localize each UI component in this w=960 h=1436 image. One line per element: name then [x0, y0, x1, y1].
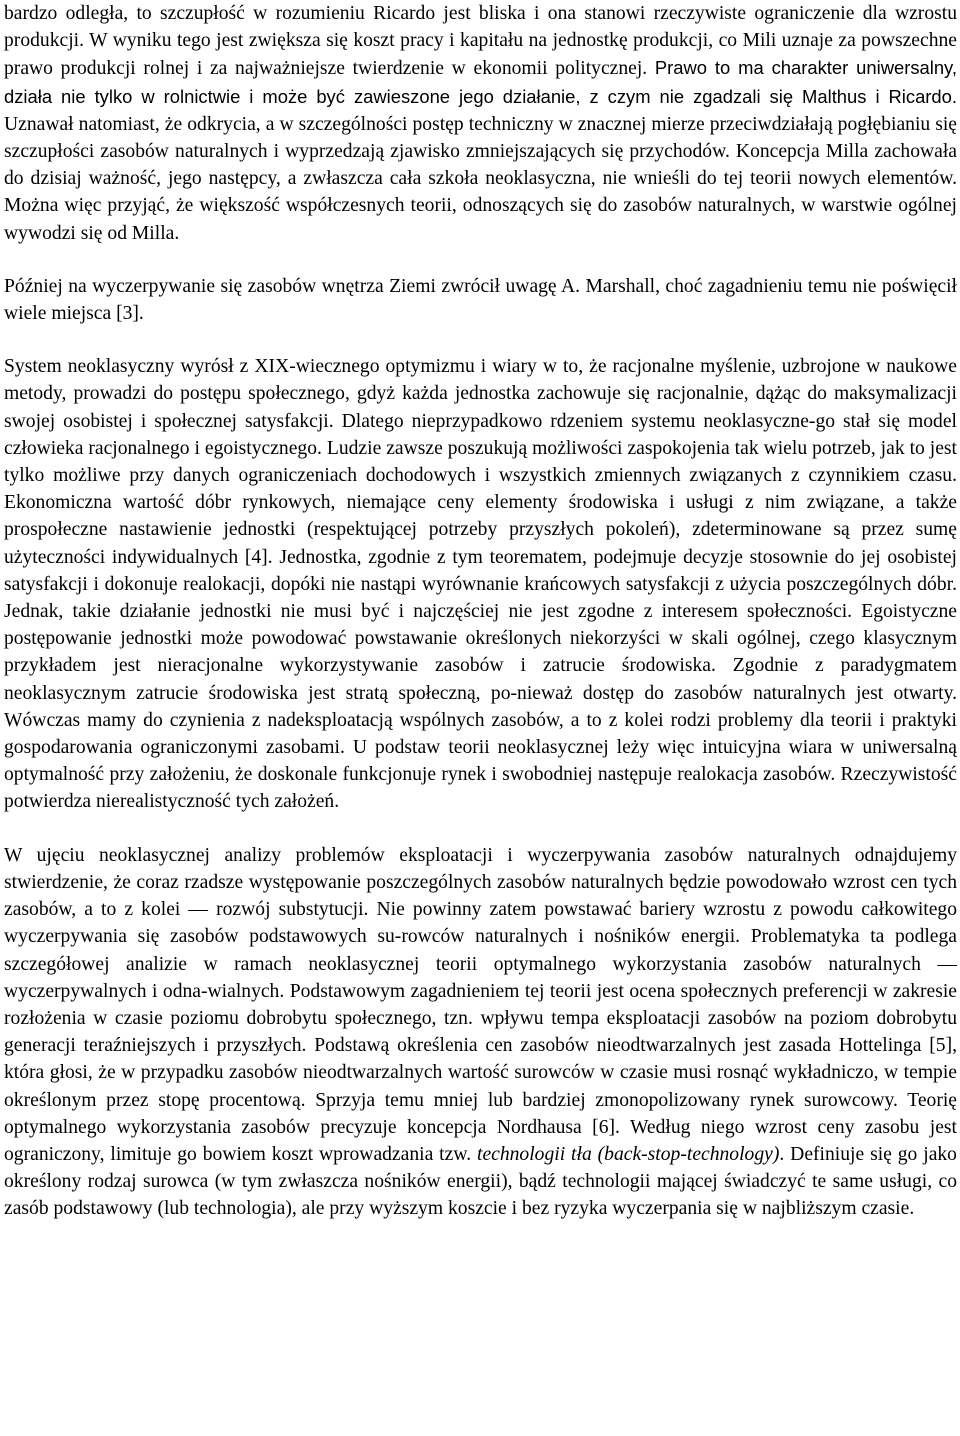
paragraph-1	[4, 0, 957, 247]
paragraph-spacer	[4, 816, 957, 842]
paragraph-1-text: bardzo odległa, to szczupłość w rozumieniu Ricardo jest bliska i ona stanowi rzeczywiste ograniczenie dla wzrostu produkcji. W wyniku tego jest zwiększa się koszt pracy i kapitału na jednostkę produkcji, co Mili uznaje za powszechne prawo produkcji rolnej i za najważniejsze twierdzenie w ekonomii politycznej.	[4, 3, 957, 80]
paragraph-3-text: System neoklasyczny wyrósł z XIX-wiecznego optymizmu i wiary w to, że racjonalne myślenie, uzbrojone w naukowe metody, prowadzi do postępu społecznego, gdyż każda jednostka zachowuje się racjonalnie, dążąc do maksymalizacji swojej osobistej i społecznej satysfakcji. Dlatego nieprzypadkowo rdzeniem systemu neoklasyczne-go stał się model człowieka racjonalnego i egoistycznego. Ludzie zawsze poszukują możliwości zaspokojenia tak wielu potrzeb, jak to jest tylko możliwe przy danych ograniczeniach dochodowych i wszystkich zmiennych związanych z czynnikiem czasu. Ekonomiczna wartość dóbr rynkowych, niemające ceny elementy środowiska i usługi z nim związane, a także prospołeczne nastawienie jednostki (respektującej potrzeby przyszłych pokoleń), zdeterminowane są przez sumę użyteczności indywidualnych [4]. Jednostka, zgodnie z tym teorematem, podejmuje decyzje stosownie do jej osobistej satysfakcji i dokonuje realokacji, dopóki nie nastąpi wyrównanie krańcowych satysfakcji z użycia poszczególnych dóbr. Jednak, takie działanie jednostki nie musi być i najczęściej nie jest zgodne z interesem społeczności. Egoistyczne postępowanie jednostki może powodować powstawanie określonych niekorzyści w skali ogólnej, czego klasycznym przykładem jest nieracjonalne wykorzystywanie zasobów i zatrucie środowiska. Zgodnie z paradygmatem neoklasycznym zatrucie środowiska jest stratą społeczną, po-nieważ dostęp do zasobów naturalnych jest otwarty. Wówczas mamy do czynienia z nadeksploatacją wspólnych zasobów, a to z kolei rodzi problemy dla teorii i praktyki gospodarowania ograniczonymi zasobami. U podstaw teorii neoklasycznej leży więc intuicyjna wiara w uniwersalną optymalność przy założeniu, że doskonale funkcjonuje rynek i swobodniej następuje realokacja zasobów. Rzeczywistość potwierdza nierealistyczność tych założeń.	[4, 356, 957, 813]
paragraph-2	[4, 273, 957, 327]
paragraph-4-italic-term: technologii tła (back-stop-technology)	[477, 1143, 780, 1165]
paragraph-2-text: Później na wyczerpywanie się zasobów wnętrza Ziemi zwrócił uwagę A. Marshall, choć zagadnieniu temu nie poświęcił wiele miejsca [3].	[4, 275, 957, 325]
paragraph-spacer	[4, 327, 957, 353]
document-page	[4, 0, 957, 1223]
paragraph-4-text: W ujęciu neoklasycznej analizy problemów eksploatacji i wyczerpywania zasobów naturalnych odnajdujemy stwierdzenie, że coraz rzadsze występowanie poszczególnych zasobów naturalnych będzie powodowało wzrost cen tych zasobów, a to z kolei — rozwój substytucji. Nie powinny zatem powstawać bariery wzrostu z powodu całkowitego wyczerpywania się zasobów podstawowych su-rowców naturalnych i nośników energii. Problematyka ta podlega szczegółowej analizie w ramach neoklasycznej teorii optymalnego wykorzystania zasobów naturalnych — wyczerpywalnych i odna-wialnych. Podstawowym zagadnieniem tej teorii jest ocena społecznych preferencji w zakresie rozłożenia w czasie poziomu dobrobytu społecznego, tzn. wpływu tempa eksploatacji zasobów na poziom dobrobytu generacji teraźniejszych i przyszłych. Podstawą określenia cen zasobów nieodtwarzalnych jest zasada Hottelinga [5], która głosi, że w przypadku zasobów nieodtwarzalnych wartość surowców w czasie musi rosnąć wykładniczo, w tempie określonym przez stopę procentową. Sprzyja temu mniej lub bardziej zmonopolizowany rynek surowcowy. Teorię optymalnego wykorzystania zasobów precyzuje koncepcja Nordhausa [6]. Według niego wzrost ceny zasobu jest ograniczony, limituje go bowiem koszt wprowadzania tzw.	[4, 844, 957, 1165]
paragraph-3	[4, 353, 957, 815]
paragraph-1-text-continued: Uznawał natomiast, że odkrycia, a w szczególności postęp techniczny w znacznej mierze przeciwdziałają pogłębianiu się szczupłości zasobów naturalnych i wyprzedzają zjawisko zmniejszających się przychodów. Koncepcja Milla zachowała do dzisiaj ważność, jego następcy, a zwłaszcza cała szkoła neoklasyczna, nie wnieśli do tej teorii nowych elementów. Można więc przyjąć, że większość współczesnych teorii, odnoszących się do zasobów naturalnych, w warstwie ogólnej wywodzi się od Milla.	[4, 113, 957, 244]
paragraph-4-text-continued: . Definiuje się go jako określony rodzaj surowca (w tym zwłaszcza nośników energii), bądź technologii mającej świadczyć te same usługi, co zasób podstawowy (lub technologia), ale przy wyższym koszcie i bez ryzyka wyczerpania się w najbliższym czasie.	[4, 1143, 957, 1220]
paragraph-4	[4, 842, 957, 1223]
paragraph-spacer	[4, 247, 957, 273]
paragraph-1-sans-sentence: Prawo to ma charakter uniwersalny, działa nie tylko w rolnictwie i może być zawieszone jego działanie, z czym nie zgadzali się Malthus i Ricardo.	[4, 57, 957, 107]
